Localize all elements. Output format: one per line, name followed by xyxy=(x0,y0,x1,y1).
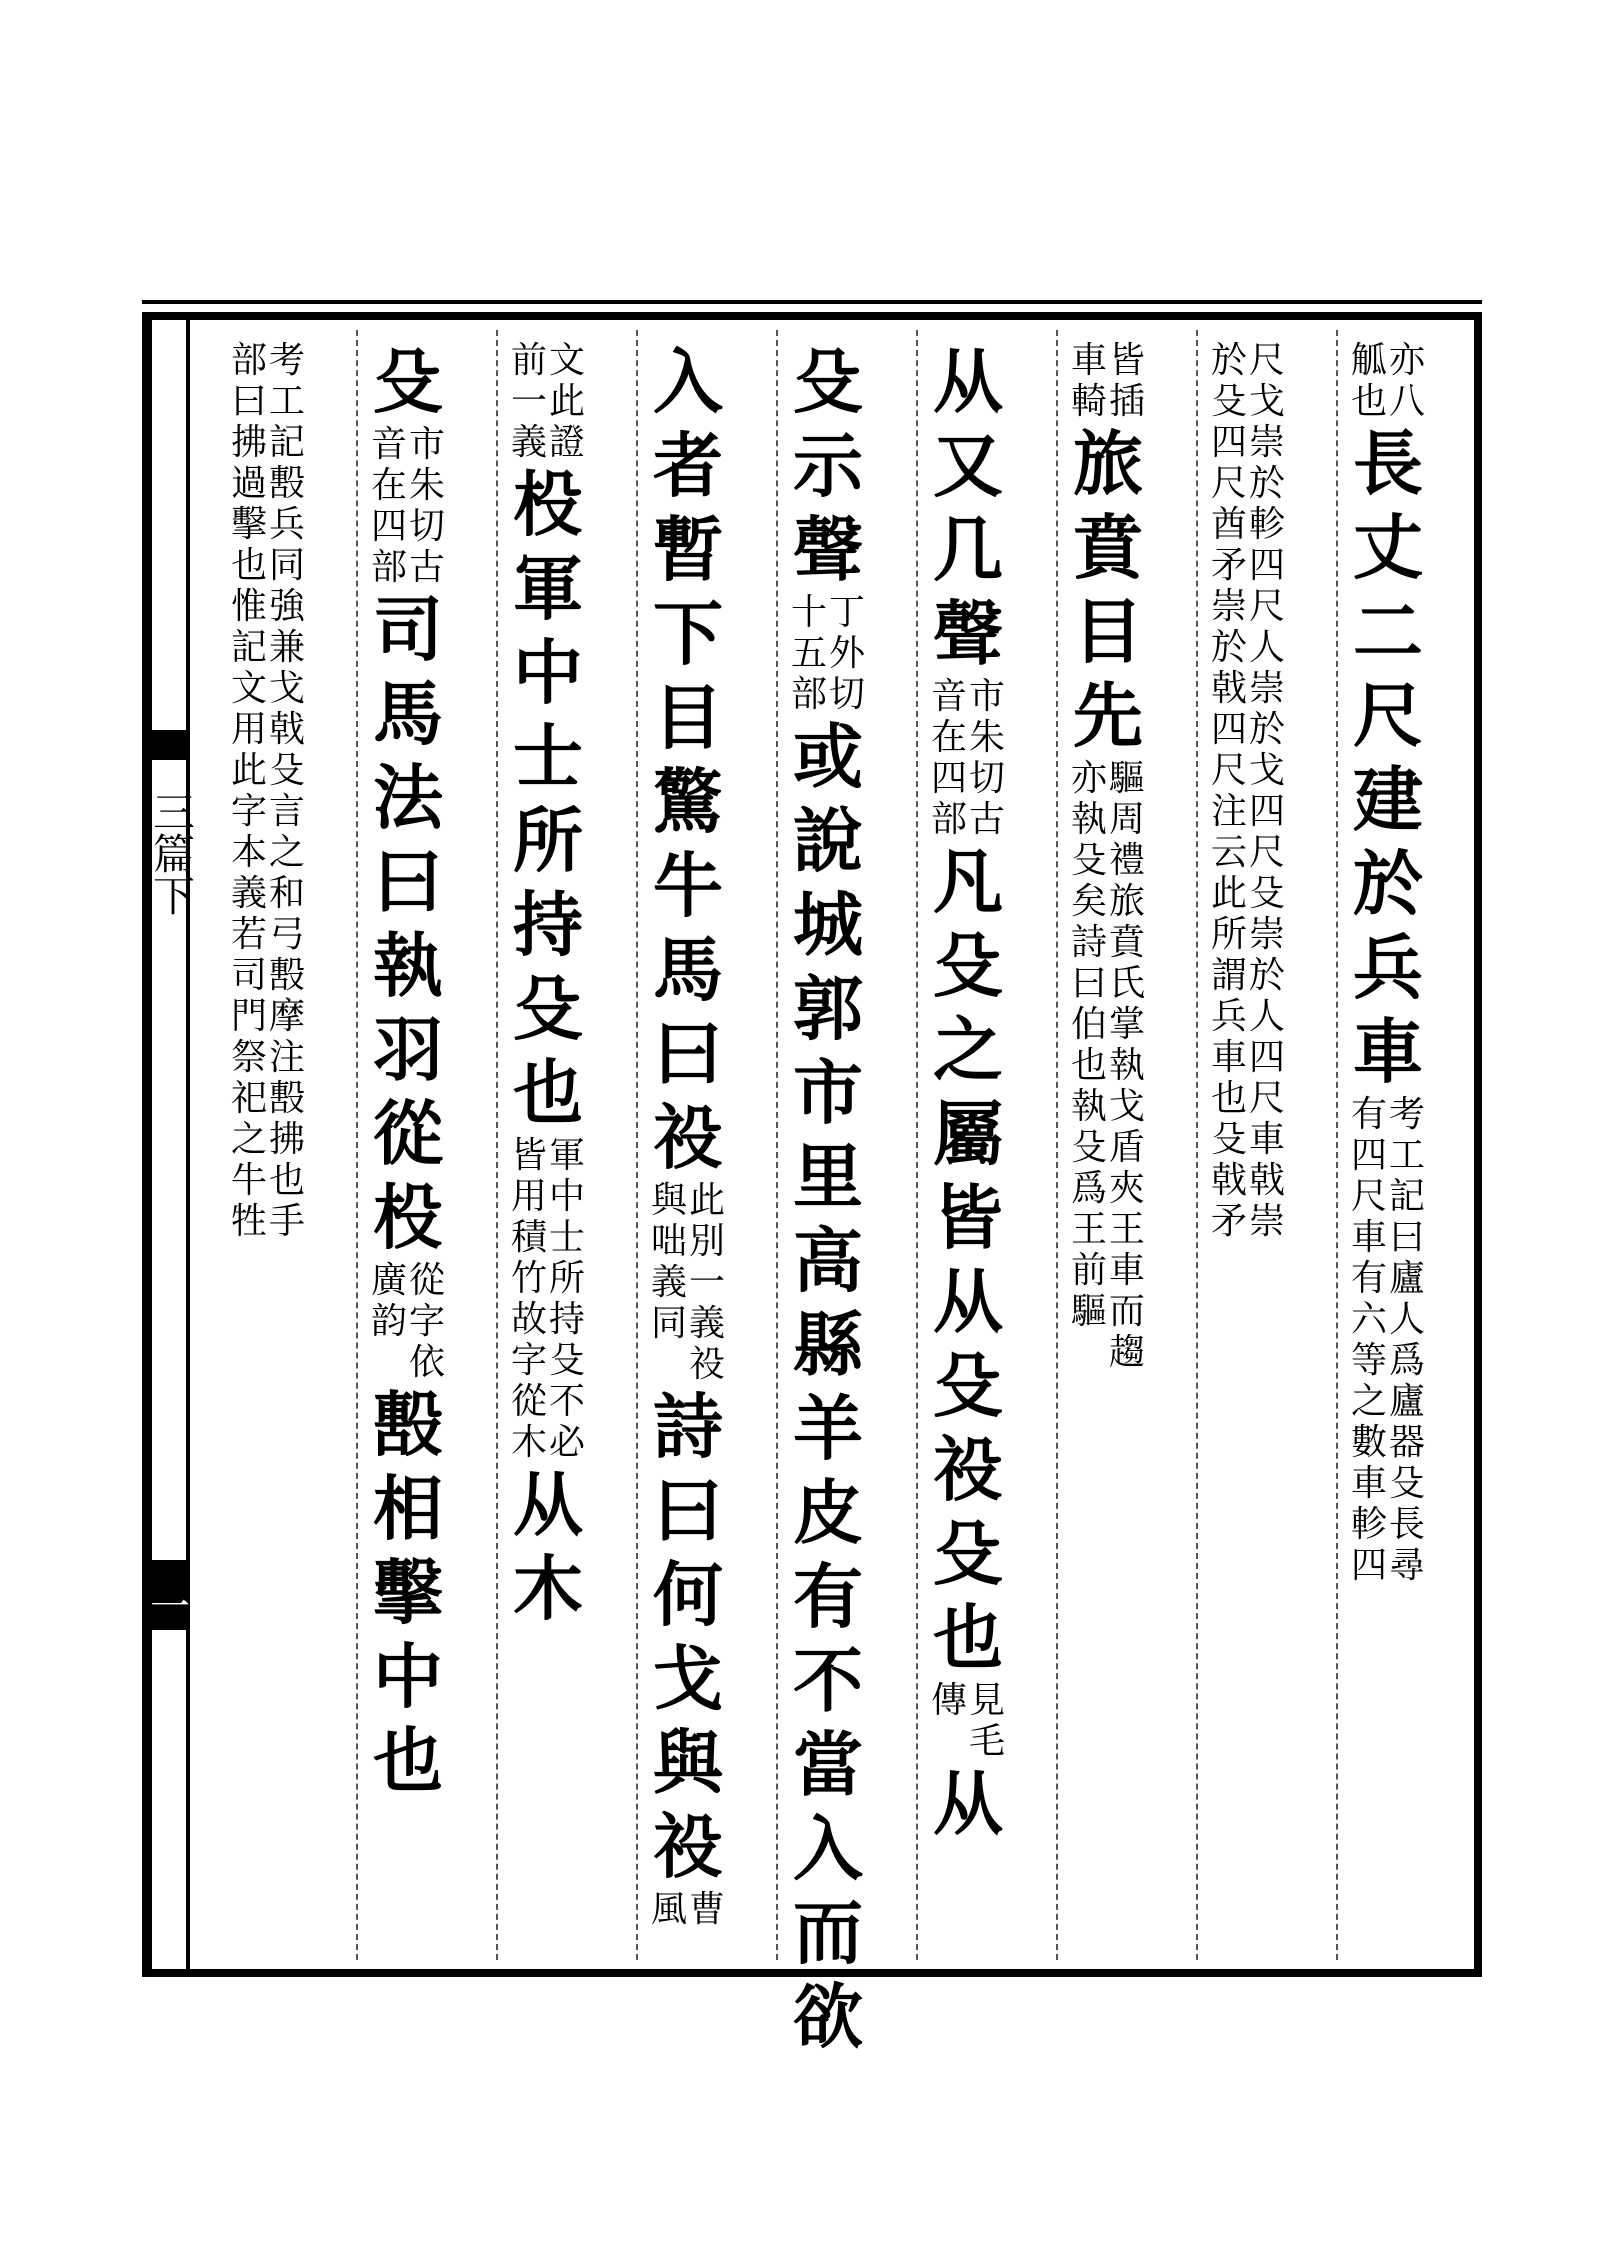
commentary-line-right: 此 別 一 義 祋 xyxy=(688,1180,725,1385)
commentary-line-right: 從 字 依 xyxy=(408,1260,445,1383)
main-text-segment: 凡 殳 之 屬 皆 从 殳 xyxy=(933,840,1003,1427)
commentary-segment xyxy=(1070,340,1146,422)
main-text-segment: 从 xyxy=(933,1762,1003,1845)
main-text-segment: 杸 xyxy=(513,463,583,546)
margin-page-number: 一 xyxy=(150,1584,190,1630)
commentary-line-left: 前 一 義 xyxy=(510,340,547,463)
main-text-segment: 相 擊 中 也 xyxy=(373,1467,443,1802)
main-text-segment: 司 馬 法 曰 執 羽 從 杸 xyxy=(373,588,443,1259)
text-column xyxy=(650,340,726,1960)
text-column xyxy=(230,340,306,1960)
commentary-segment xyxy=(1070,758,1146,1373)
commentary-line-right: 曹 xyxy=(688,1889,725,1930)
commentary-line-left: 與 咄 義 同 xyxy=(650,1180,687,1344)
column-divider xyxy=(496,330,498,1960)
column-divider xyxy=(916,330,918,1960)
commentary-line-right: 驅 周 禮 旅 賁 氏 掌 執 戈 盾 夾 王 車 而 趨 xyxy=(1108,758,1145,1373)
commentary-line-left: 車 輢 xyxy=(1070,340,1107,422)
main-text-segment: 旅 賁 目 先 xyxy=(1073,422,1143,757)
commentary-line-left: 廣 韵 xyxy=(370,1260,407,1342)
commentary-segment xyxy=(650,1889,726,1930)
commentary-segment xyxy=(1350,340,1426,422)
commentary-line-right: 皆 插 xyxy=(1108,340,1145,422)
main-text-segment: 从 又 几 聲 xyxy=(933,340,1003,675)
commentary-segment xyxy=(930,1680,1006,1762)
column-divider xyxy=(1196,330,1198,1960)
commentary-line-left: 傳 xyxy=(930,1680,967,1721)
commentary-line-left: 部 曰 拂 過 擊 也 惟 記 文 用 此 字 本 義 若 司 門 祭 祀 之 牛 牲 xyxy=(230,340,267,1242)
main-text-segment: 从 木 xyxy=(513,1463,583,1630)
center-margin xyxy=(142,312,190,1977)
main-text-segment: 入 者 暫 下 目 驚 牛 馬 曰 祋 xyxy=(653,340,723,1179)
main-text-segment: 或 說 城 郭 市 里 高 縣 羊 皮 有 不 當 入 而 欲 xyxy=(793,715,863,2058)
commentary-line-left: 十 五 部 xyxy=(790,592,827,715)
main-text-segment: 軍 中 士 所 持 殳 也 xyxy=(513,547,583,1134)
commentary-segment xyxy=(1210,340,1286,1242)
commentary-line-right: 軍 中 士 所 持 殳 不 必 xyxy=(548,1135,585,1463)
commentary-line-left: 觚 也 xyxy=(1350,340,1387,422)
fish-tail-mark xyxy=(150,730,186,760)
top-rule xyxy=(142,300,1482,304)
main-text-segment: 殳 也 xyxy=(933,1512,1003,1679)
commentary-segment xyxy=(370,424,446,588)
main-text-segment: 詩 曰 何 戈 與 祋 xyxy=(653,1385,723,1888)
text-column xyxy=(510,340,586,1960)
commentary-line-left: 有 四 尺 車 有 六 等 之 數 車 軫 四 xyxy=(1350,1094,1387,1586)
commentary-segment xyxy=(510,340,586,463)
text-column xyxy=(790,340,866,2058)
main-text-segment: 毄 xyxy=(373,1383,443,1466)
commentary-line-left: 皆 用 積 竹 故 字 從 木 xyxy=(510,1135,547,1463)
commentary-line-right: 市 朱 切 古 xyxy=(968,676,1005,840)
column-divider xyxy=(776,330,778,1960)
commentary-line-right: 考 工 記 毄 兵 同 強 兼 戈 戟 殳 言 之 和 弓 毄 摩 注 毄 拂 也 手 xyxy=(268,340,305,1242)
commentary-segment xyxy=(930,676,1006,840)
commentary-line-left: 音 在 四 部 xyxy=(370,424,407,588)
commentary-segment xyxy=(510,1135,586,1463)
commentary-line-right: 尺 戈 崇 於 軫 四 尺 人 崇 於 戈 四 尺 殳 崇 於 人 四 尺 車 戟 崇 xyxy=(1248,340,1285,1242)
commentary-line-right: 文 此 證 xyxy=(548,340,585,463)
column-divider xyxy=(356,330,358,1960)
commentary-line-right: 見 毛 xyxy=(968,1680,1005,1762)
commentary-line-left: 風 xyxy=(650,1889,687,1930)
text-column xyxy=(930,340,1006,1960)
commentary-segment xyxy=(230,340,306,1242)
column-divider xyxy=(1056,330,1058,1960)
commentary-line-right: 亦 八 xyxy=(1388,340,1425,422)
commentary-segment xyxy=(370,1260,446,1383)
margin-title xyxy=(147,790,196,916)
commentary-line-right: 考 工 記 曰 廬 人 爲 廬 器 殳 長 尋 xyxy=(1388,1094,1425,1586)
text-column xyxy=(1350,340,1426,1960)
commentary-line-right: 丁 外 切 xyxy=(828,592,865,715)
text-column xyxy=(1070,340,1146,1960)
column-divider xyxy=(1336,330,1338,1960)
main-text-segment: 長 丈 二 尺 建 於 兵 車 xyxy=(1353,422,1423,1093)
main-text-segment: 殳 xyxy=(373,340,443,423)
commentary-line-right: 市 朱 切 古 xyxy=(408,424,445,588)
margin-title-text: 三篇下 xyxy=(147,790,196,916)
commentary-line-left: 音 在 四 部 xyxy=(930,676,967,840)
text-column xyxy=(1210,340,1286,1960)
text-column xyxy=(370,340,446,1960)
commentary-line-left: 亦 執 殳 矣 詩 曰 伯 也 執 殳 爲 王 前 驅 xyxy=(1070,758,1107,1332)
commentary-segment xyxy=(1350,1094,1426,1586)
main-text-segment: 祋 xyxy=(933,1428,1003,1511)
commentary-line-left: 於 殳 四 尺 酋 矛 崇 於 戟 四 尺 注 云 此 所 謂 兵 車 也 殳 戟 矛 xyxy=(1210,340,1247,1242)
main-text-segment: 殳 示 聲 xyxy=(793,340,863,591)
commentary-segment xyxy=(790,592,866,715)
commentary-segment xyxy=(650,1180,726,1385)
column-divider xyxy=(636,330,638,1960)
